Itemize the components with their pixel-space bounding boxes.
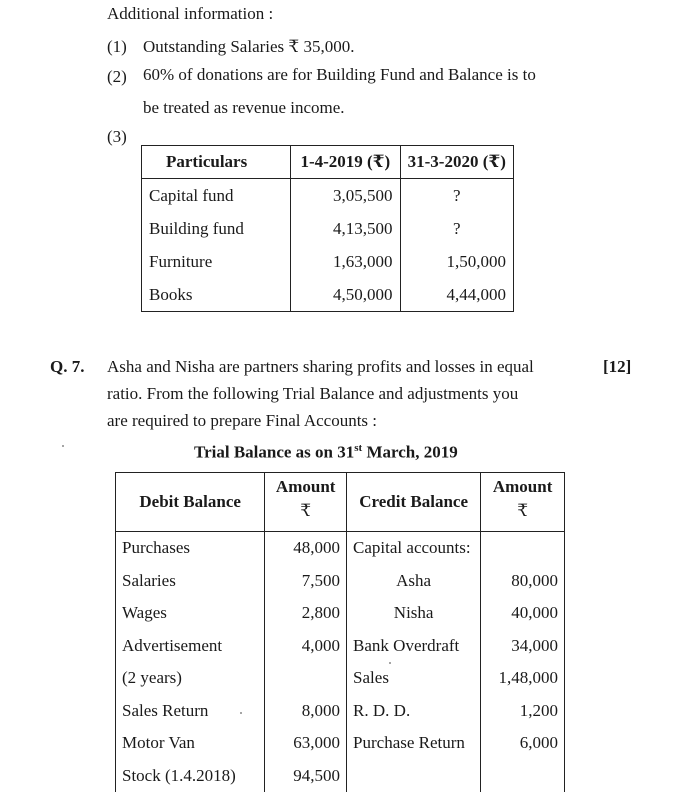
table-cell: Wages: [116, 597, 265, 630]
table-cell: Stock (1.4.2018): [116, 760, 265, 792]
table-cell: ?: [400, 212, 513, 245]
question-text: are required to prepare Final Accounts :: [107, 411, 377, 431]
table-header-row: [142, 146, 514, 179]
table-cell: 34,000: [481, 630, 565, 663]
table-row: [142, 212, 514, 245]
trial-balance-table: [115, 472, 565, 792]
table-cell: Salaries: [116, 565, 265, 598]
table-cell: (2 years): [116, 662, 265, 695]
question-number: Q. 7.: [50, 357, 84, 377]
column-header: Particulars: [142, 146, 291, 179]
table-cell: Capital accounts:: [347, 532, 481, 565]
table-row: [142, 245, 514, 278]
item-number: (1): [107, 37, 127, 57]
table-header-row: [116, 473, 565, 532]
item-text: Outstanding Salaries ₹ 35,000.: [143, 37, 355, 57]
additional-info-heading: Additional information :: [107, 4, 273, 24]
table-cell: Asha: [347, 565, 481, 598]
table-cell: 80,000: [481, 565, 565, 598]
table-cell: Nisha: [347, 597, 481, 630]
item-text: be treated as revenue income.: [143, 98, 345, 118]
table-cell: Purchase Return: [347, 727, 481, 760]
table-cell: 4,44,000: [400, 278, 513, 312]
table-cell: Motor Van: [116, 727, 265, 760]
scan-speck: [240, 712, 242, 714]
table-row: [116, 695, 565, 728]
table-row: [116, 630, 565, 663]
table-row: [116, 760, 565, 792]
table-row: [116, 597, 565, 630]
trial-balance-title: Trial Balance as on 31st March, 2019: [194, 442, 458, 463]
table-cell: 3,05,500: [291, 179, 400, 213]
table-cell: Building fund: [142, 212, 291, 245]
table-cell: 8,000: [265, 695, 347, 728]
table-cell: 94,500: [265, 760, 347, 792]
table-cell: ?: [400, 179, 513, 213]
scan-speck: [389, 662, 391, 664]
table-cell: Furniture: [142, 245, 291, 278]
item-text: 60% of donations are for Building Fund and Balance is to: [143, 65, 536, 85]
table-cell: 63,000: [265, 727, 347, 760]
scan-speck: [62, 445, 64, 447]
table-cell: 1,63,000: [291, 245, 400, 278]
question-marks: [12]: [603, 357, 631, 377]
column-header: 1-4-2019 (₹): [291, 146, 400, 179]
table-row: [116, 662, 565, 695]
table-cell: Books: [142, 278, 291, 312]
table-cell: 6,000: [481, 727, 565, 760]
table-cell: 48,000: [265, 532, 347, 565]
table-cell: [265, 662, 347, 695]
table-cell: Sales: [347, 662, 481, 695]
table-row: [142, 179, 514, 213]
table-cell: [481, 760, 565, 792]
table-cell: 4,13,500: [291, 212, 400, 245]
table-cell: Bank Overdraft: [347, 630, 481, 663]
question-text: ratio. From the following Trial Balance and adjustments you: [107, 384, 518, 404]
table-cell: 1,50,000: [400, 245, 513, 278]
column-header-credit: Credit Balance: [347, 473, 481, 532]
column-header-amount: Amount ₹: [265, 473, 347, 532]
table-cell: 1,48,000: [481, 662, 565, 695]
table-cell: 2,800: [265, 597, 347, 630]
table-row: [142, 278, 514, 312]
table-row: [116, 565, 565, 598]
table-cell: Sales Return: [116, 695, 265, 728]
table-cell: Advertisement: [116, 630, 265, 663]
item-number: (3): [107, 127, 127, 147]
table-row: [116, 532, 565, 565]
table-cell: Purchases: [116, 532, 265, 565]
table-cell: 4,000: [265, 630, 347, 663]
table-cell: Capital fund: [142, 179, 291, 213]
table-cell: 4,50,000: [291, 278, 400, 312]
table-cell: R. D. D.: [347, 695, 481, 728]
question-text: Asha and Nisha are partners sharing profits and losses in equal: [107, 357, 534, 377]
table-cell: 1,200: [481, 695, 565, 728]
table-cell: 40,000: [481, 597, 565, 630]
column-header-debit: Debit Balance: [116, 473, 265, 532]
column-header-amount: Amount ₹: [481, 473, 565, 532]
table-cell: [481, 532, 565, 565]
fund-table: [141, 145, 514, 312]
table-cell: 7,500: [265, 565, 347, 598]
column-header: 31-3-2020 (₹): [400, 146, 513, 179]
table-cell: [347, 760, 481, 792]
table-row: [116, 727, 565, 760]
item-number: (2): [107, 67, 127, 87]
